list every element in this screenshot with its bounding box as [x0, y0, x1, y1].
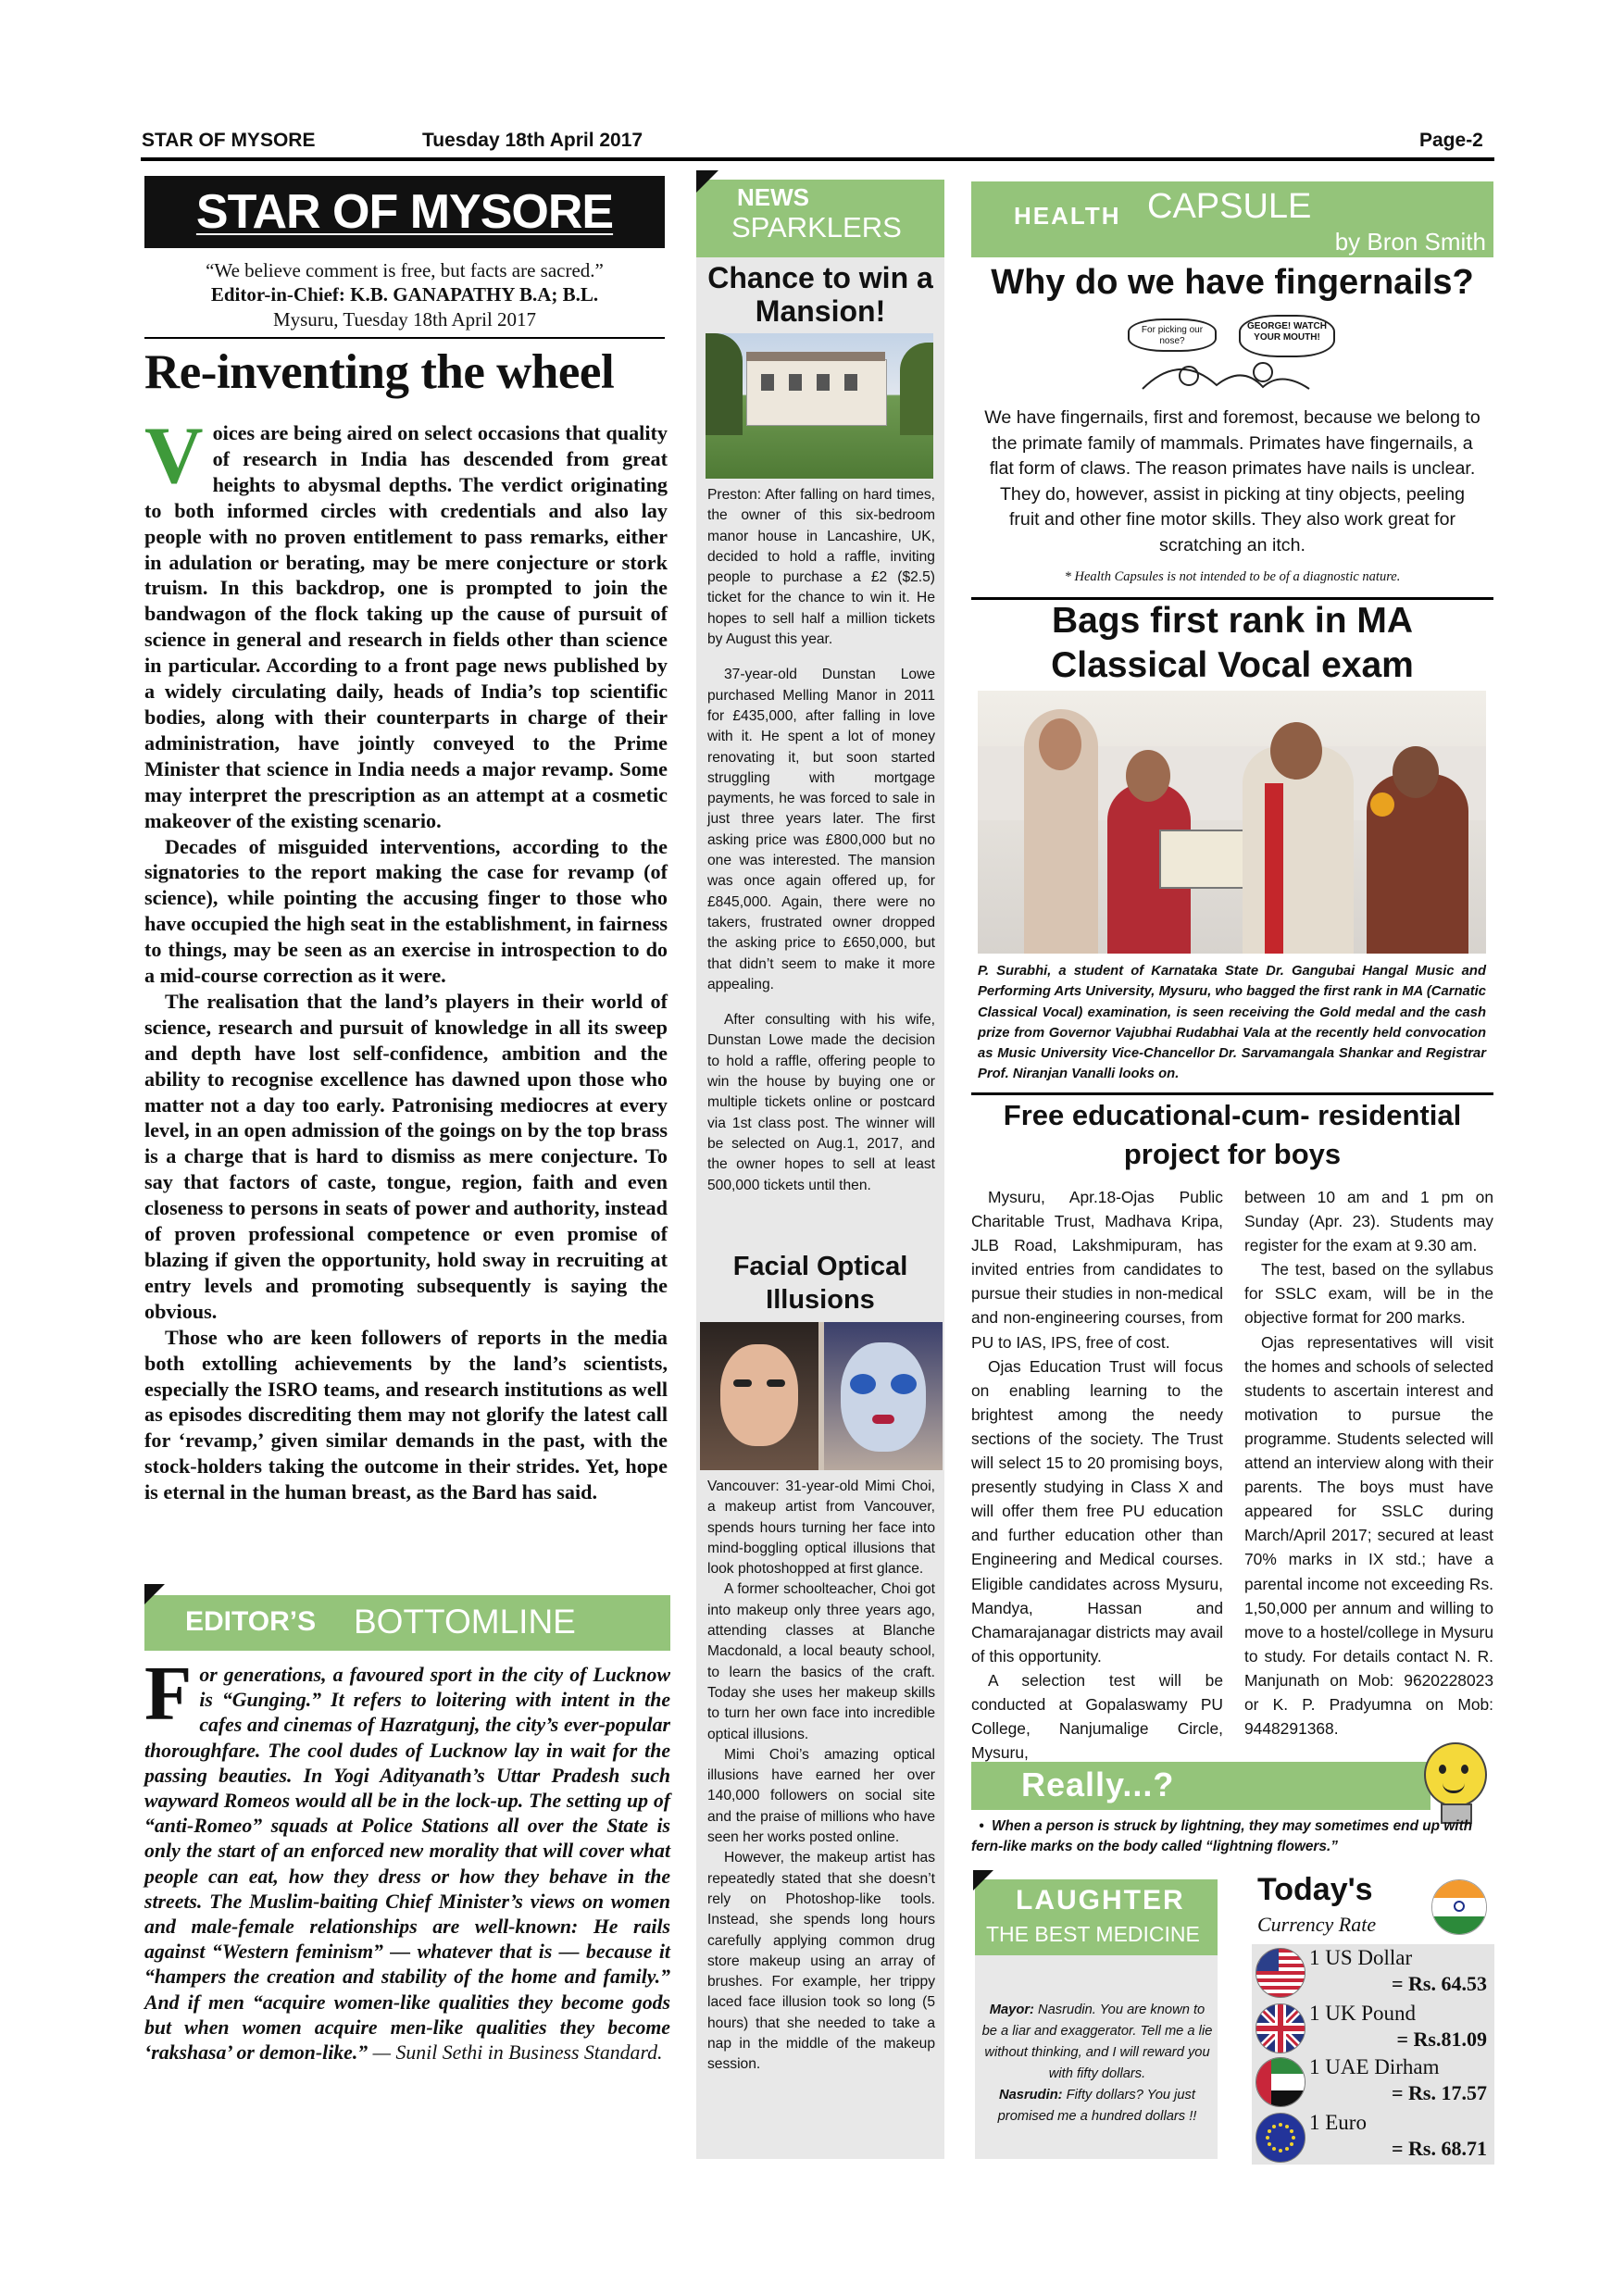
header-page-number: Page-2	[1419, 130, 1483, 151]
story-paragraph: Vancouver: 31-year-old Mimi Choi, a makeup artist from Vancouver, spends hours turning her face into mind-boggling optical illusions that look photoshopped at first glance.	[707, 1479, 935, 1578]
health-disclaimer: * Health Capsules is not intended to be of a diagnostic nature.	[1064, 569, 1401, 584]
free-edu-paragraph: The test, based on the syllabus for SSLC exam, will be in the objective format for 200 marks.	[1244, 1260, 1493, 1328]
currency-name: 1 UK Pound	[1309, 2002, 1417, 2025]
story-paragraph: A former schoolteacher, Choi got into makeup only three years ago, attending classes at Blanche Macdonald, a local beauty school, to learn the basics of the craft. Today she uses her makeup skills to turn her own face into incredible optical illusions.	[707, 1581, 935, 1742]
laughter-speaker: Nasrudin:	[999, 2088, 1063, 2103]
rank-story-title: Bags first rank in MA Classical Vocal exam	[1051, 601, 1414, 685]
currency-panel	[1252, 1872, 1494, 2166]
bullet-icon: •	[979, 1818, 984, 1834]
bottomline-label-light: BOTTOMLINE	[354, 1603, 576, 1641]
masthead-motto: “We believe comment is free, but facts are sacred.”	[206, 259, 604, 281]
free-edu-col2	[1244, 1185, 1493, 1741]
editorial-paragraph: The realisation that the land’s players in their world of science, research and pursuit of knowledge in all its sweep and depth have lost self-confidence, ambition and the ability to recognise excellence has dawned upon those who matter not a day too early. Patronising mediocres at every level, in an open admission of the goings on by the top brass is a charge that is hard to dismiss as mere conjecture. To say that factors of caste, tongue, region, faith and even closeness to persons in seats of power and authority, instead of proven professional competence or even promise of blazing if given the opportunity, hold sway in recruiting at entry levels and promoting subsequently is saying the obvious.	[144, 989, 668, 1323]
editorial-body	[144, 411, 668, 1505]
currency-name: 1 UAE Dirham	[1309, 2055, 1440, 2078]
story-paragraph: After consulting with his wife, Dunstan Lowe made the decision to hold a raffle, offering people to win the house by buying one or multiple tickets online or postcard via 1st class post. The winner will be selected on Aug.1, 2017, and the owner hopes to sell at least 500,000 tickets until then.	[707, 1012, 935, 1193]
rank-story-caption: P. Surabhi, a student of Karnataka State Dr. Gangubai Hangal Music and Performing Arts University, Mysuru, who bagged the first rank in MA (Carnatic Classical Vocal) examination, is seen receiving the Gold medal and the cash prize from Governor Vajubhai Rudabhai Vala at the recently held convocation as Music University Vice-Chancellor Dr. Sarvamangala Shankar and Registrar Prof. Niranjan Vanalli looks on.	[978, 964, 1486, 1082]
currency-name: 1 Euro	[1309, 2111, 1367, 2134]
mansion-photo	[706, 333, 933, 479]
india-flag-icon	[1431, 1879, 1487, 1935]
corner-triangle	[696, 170, 718, 193]
laughter-label-light: THE BEST MEDICINE	[986, 1922, 1200, 1946]
bottomline-dropcap: F	[144, 1651, 193, 1737]
page-header	[141, 130, 1494, 161]
currency-value: = Rs. 68.71	[1392, 2137, 1487, 2160]
health-byline: by Bron Smith	[1334, 228, 1486, 256]
story-body-illusions	[707, 1477, 935, 2076]
cartoon-bubble-left: For picking our nose?	[1128, 318, 1217, 352]
story-paragraph: Preston: After falling on hard times, the owner of this six-bedroom manor house in Lancashire, UK, decided to hold a raffle, inviting people to purchase a £2 ($2.5) ticket for the chance to win it. He hopes to sell half a million tickets by August this year.	[707, 487, 935, 648]
health-capsule-banner	[971, 181, 1493, 257]
corner-triangle	[144, 1584, 165, 1604]
story-title-illusions: Facial Optical Illusions	[732, 1252, 908, 1315]
health-title: Why do we have fingernails?	[991, 263, 1474, 302]
currency-row	[1252, 2055, 1494, 2107]
eu-flag-icon	[1255, 2113, 1305, 2163]
laughter-line: Nasrudin. You are known to be a liar and exaggerator. Tell me a lie without thinking, and I will reward you with fifty dollars.	[981, 2003, 1213, 2081]
section-rule	[971, 1092, 1493, 1095]
masthead-rule	[144, 337, 665, 339]
really-text-block	[971, 1816, 1493, 1857]
currency-value: = Rs. 17.57	[1392, 2081, 1487, 2104]
bottomline-body	[144, 1651, 670, 2065]
news-sparklers-label-light: SPARKLERS	[731, 211, 902, 243]
story-paragraph: 37-year-old Dunstan Lowe purchased Melling Manor in 2011 for £435,000, after falling in love with it. He spent a lot of money renovating it, but soon started struggling with mortgage payments, he was forced to sale in just three years later. The first asking price was £800,000 but no one was interested. The mansion was once again offered up, for £845,000. Again, there were no takers, frustrated owner dropped the asking price to £650,000, but that didn’t seem to make it more appealing.	[707, 667, 935, 992]
illusion-photo	[700, 1322, 943, 1470]
really-label: Really...?	[1021, 1766, 1175, 1803]
masthead-editor: Editor-in-Chief: K.B. GANAPATHY B.A; B.L.	[210, 283, 599, 306]
laughter-line: Fifty dollars? You just promised me a hundred dollars !!	[997, 2088, 1197, 2124]
laughter-speaker: Mayor:	[989, 2003, 1034, 2017]
free-edu-paragraph: A selection test will be conducted at Gopalaswamy PU College, Nanjumalige Circle, Mysuru,	[971, 1670, 1223, 1763]
editorial-paragraph: oices are being aired on select occasions that quality of research in India has descended from great heights to abysmal depths. The verdict originating to both informed circles with credentials and also lay people with no proven entitlement to pass remarks, either in adulation or berating, may be mere conjecture or stork truism. In this backdrop, one is prompted to join the bandwagon of the flock taking up the cause of pursuit of science in general and research in fields other than science in particular. According to a front page news published by a widely circulating daily, heads of India’s top scientific bodies, along with their counterparts in charge of their administration, have jointly conveyed to the Prime Minister that science in India needs a major revamp. Some may interpret the prescription as an attempt at a cosmetic makeover of the existing scenario.	[144, 421, 668, 832]
masthead-dateline: Mysuru, Tuesday 18th April 2017	[272, 308, 537, 331]
masthead-title: STAR OF MYSORE	[144, 176, 665, 248]
header-paper-name: STAR OF MYSORE	[142, 130, 316, 151]
free-edu-col1	[971, 1185, 1223, 1765]
editorial-paragraph: Decades of misguided interventions, according to the signatories to the report making the case for revamp (of science), while pointing the accusing finger to those who have occupied the high seat in the establishment, in fairness to things, may be seen as an exercise in introspection to do a mid-course correction as it were.	[144, 834, 668, 988]
really-banner	[971, 1762, 1430, 1810]
currency-title: Today's	[1257, 1872, 1373, 1907]
uk-flag-icon	[1255, 2003, 1305, 2053]
currency-name: 1 US Dollar	[1309, 1946, 1413, 1969]
lightbulb-icon	[1415, 1739, 1494, 1828]
editorial-paragraph: Those who are keen followers of reports in the media both extolling achievements by the land’s scientists, especially the ISRO teams, and research institutions as well as episodes discrediting them may not glorify the latest call for ‘revamp,’ given similar demands in the past, with the stock-holders taking the outcome in their strides. Yet, hope is eternal in the human breast, as the Bard has said.	[144, 1325, 668, 1504]
health-label-bold: HEALTH	[1014, 202, 1121, 230]
convocation-photo	[978, 691, 1486, 954]
free-edu-paragraph: between 10 am and 1 pm on Sunday (Apr. 23). Students may register for the exam at 9.30 am.	[1244, 1188, 1493, 1255]
free-edu-paragraph: Ojas representatives will visit the homes and schools of selected students to ascertain interest and motivation to pursue the programme. Students selected will attend an interview along with their parents. The boys must have appeared for SSLC during March/April 2017; secured at least 70% marks in IX std.; have a parental income not exceeding Rs. 1,50,000 per annum and willing to move to a hostel/college in Mysuru to study. For details contact N. R. Manjunath on Mob: 9620228023 or K. P. Pradyumna on Mob: 9448291368.	[1244, 1332, 1493, 1739]
currency-value: = Rs.81.09	[1396, 2028, 1487, 2051]
news-sparklers-banner	[696, 180, 944, 257]
laughter-label-bold: LAUGHTER	[1016, 1885, 1185, 1915]
bottomline-text: or generations, a favoured sport in the city of Lucknow is “Gunging.” It refers to loitering with intent in the cafes and cinemas of Hazratgunj, the city’s ever-popular thoroughfare. The cool dudes of Lucknow lay in wait for the passing beauties. In Yogi Adityanath’s Uttar Pradesh such wayward Romeos would all be in the lock-up. The setting up of “anti-Romeo” squads at Police Stations all over the State is only the start of an enforced new morality that will cover what people can eat, how they dress or how they behave in the streets. The Muslim-baiting Chief Minister’s views on women and male-female relationships are well-known: He rails against “Western feminism” — whatever that is — because it “hampers the creation and stability of the home and family.” And if men “acquire women-like qualities they become gods but when women acquire men-like qualities they become ‘rakshasa’ or demon-like.”	[144, 1664, 670, 2065]
story-title-mansion: Chance to win a Mansion!	[707, 261, 933, 328]
currency-row	[1252, 2002, 1494, 2053]
currency-row	[1252, 2111, 1494, 2163]
bottomline-banner	[144, 1595, 670, 1651]
health-cartoon	[1124, 315, 1342, 398]
story-body-mansion	[707, 485, 935, 1211]
uae-flag-icon	[1255, 2057, 1305, 2107]
story-paragraph: However, the makeup artist has repeatedly stated that she doesn’t rely on Photoshop-like tools. Instead, she spends long hours carefully applying common drug store makeup using an array of brushes. For example, her trippy laced face illusion took so long (5 hours) that she needed to take a nap in the middle of the makeup session.	[707, 1850, 935, 2073]
cartoon-bubble-right: GEORGE! WATCH YOUR MOUTH!	[1239, 315, 1335, 357]
editorial-dropcap: V	[144, 411, 204, 501]
health-label-light: CAPSULE	[1147, 187, 1312, 226]
bottomline-source: — Sunil Sethi in Business Standard.	[372, 2041, 663, 2065]
free-edu-paragraph: Ojas Education Trust will focus on enabling learning to the brightest among the needy sections of the society. The Trust will select 15 to 20 promising boys, presently studying in Class X and will offer them free PU education and further education other than Engineering and Medical courses. Eligible candidates across Mysuru, Mandya, Hassan and Chamarajanagar districts may avail of this opportunity.	[971, 1356, 1223, 1666]
laughter-joke	[981, 2000, 1213, 2128]
bottomline-label-bold: EDITOR’S	[185, 1606, 317, 1637]
corner-triangle	[973, 1870, 993, 1890]
editorial-title: Re-inventing the wheel	[144, 345, 615, 399]
free-edu-paragraph: Mysuru, Apr.18-Ojas Public Charitable Trust, Madhava Kripa, JLB Road, Lakshmipuram, has invited entries from candidates to pursue their studies in non-medical and non-engineering courses, from PU to IAS, IPS, free of cost.	[971, 1188, 1223, 1352]
news-sparklers-label-bold: NEWS	[737, 183, 809, 211]
currency-value: = Rs. 64.53	[1392, 1972, 1487, 1995]
health-text: We have fingernails, first and foremost, because we belong to the primate family of mammals. Primates have fingernails, a flat form of claws. The reason primates have nails is unclear. They do, however, assist in picking at tiny objects, peeling fruit and other fine motor skills. They also work great for scratching an itch.	[984, 407, 1480, 555]
story-paragraph: Mimi Choi’s amazing optical illusions have earned her over 140,000 followers on social site and the praise of millions who have seen her works posted online.	[707, 1746, 935, 1846]
laughter-banner	[975, 1879, 1218, 1955]
header-date: Tuesday 18th April 2017	[422, 130, 643, 151]
us-flag-icon	[1255, 1948, 1305, 1998]
free-edu-title: Free educational-cum- residential project for boys	[1003, 1099, 1462, 1170]
currency-subtitle: Currency Rate	[1257, 1913, 1377, 1936]
really-text: When a person is struck by lightning, they may sometimes end up with fern-like marks on the body called “lightning flowers.”	[971, 1818, 1473, 1854]
currency-row	[1252, 1946, 1494, 1998]
cartoon-figures	[1124, 315, 1342, 398]
